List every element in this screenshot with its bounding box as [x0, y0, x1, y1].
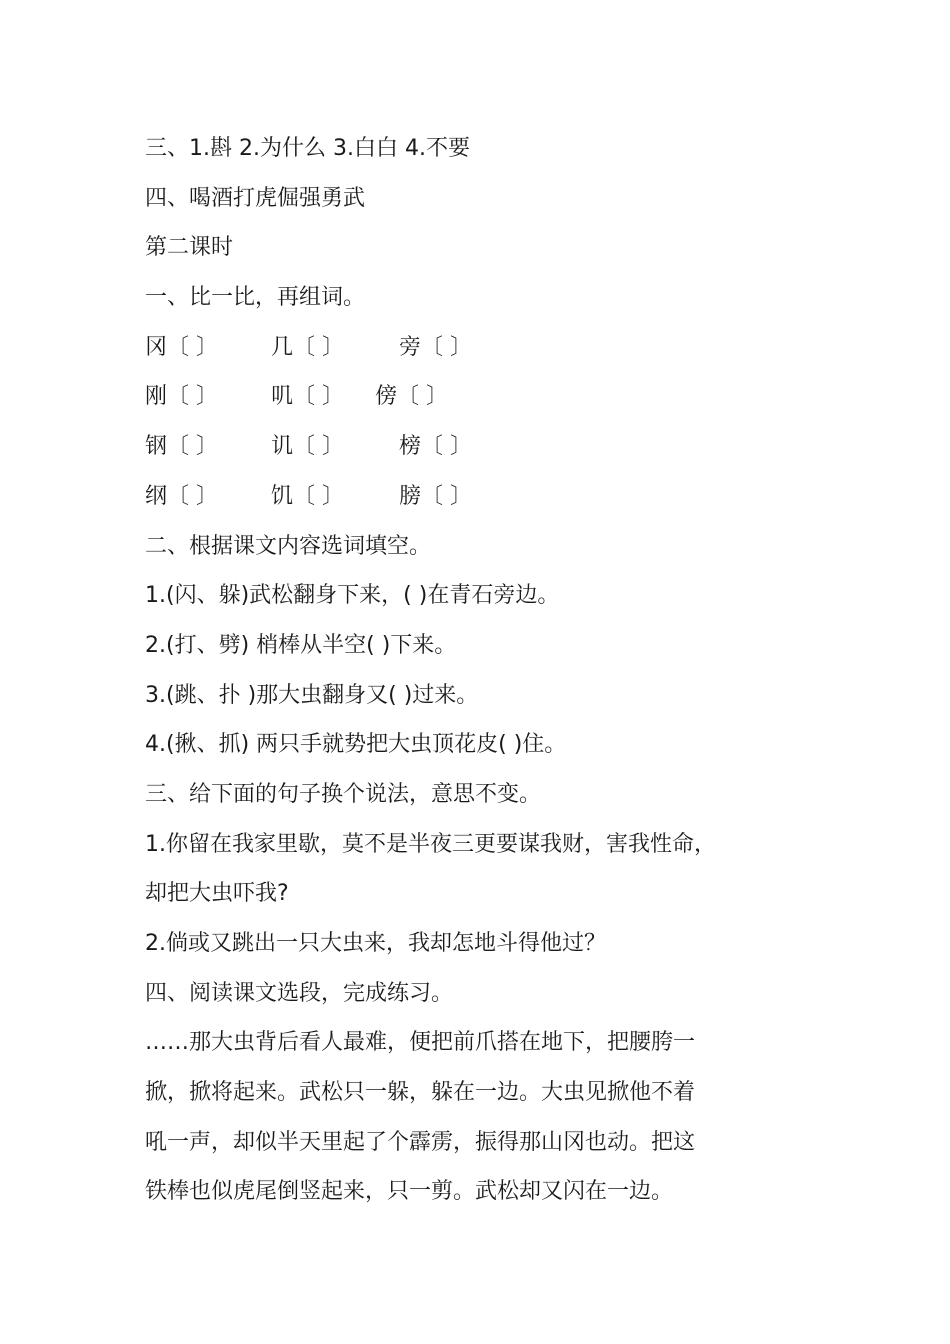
document-page [145, 124, 825, 1217]
fill-blank-item: 1.(闪、躲)武松翻身下来，( )在青石旁边。 [145, 583, 560, 609]
question-2-heading: 二、根据课文内容选词填空。 [145, 533, 432, 559]
word-cell: 榜〔 〕 [399, 434, 472, 460]
passage-line: ……那大虫背后看人最难，便把前爪搭在地下，把腰胯一 [145, 1030, 696, 1056]
word-cell: 几〔 〕 [271, 334, 344, 360]
passage-line: 掀，掀将起来。武松只一躲，躲在一边。大虫见掀他不着 [145, 1080, 696, 1106]
question-3-heading: 三、给下面的句子换个说法，意思不变。 [145, 781, 542, 807]
word-cell: 刚〔 〕 [145, 384, 218, 410]
answer-line-4: 四、喝酒打虎倔强勇武 [145, 185, 366, 211]
word-grid-row [145, 372, 825, 422]
rephrase-item: 2.倘或又跳出一只大虫来，我却怎地斗得他过？ [145, 931, 606, 956]
rephrase-item: 1.你留在我家里歇，莫不是半夜三更要谋我财，害我性命， [145, 831, 716, 857]
word-cell: 旁〔 〕 [399, 334, 472, 360]
answer-line-3: 三、1.斟 2.为什么 3.白白 4.不要 [145, 136, 470, 161]
question-1-heading: 一、比一比，再组词。 [145, 285, 366, 311]
word-cell: 钢〔 〕 [145, 434, 218, 460]
word-cell: 膀〔 〕 [399, 483, 472, 509]
passage-line: 吼一声，却似半天里起了个霹雳，振得那山冈也动。把这 [145, 1129, 696, 1155]
word-grid-row [145, 323, 825, 373]
fill-blank-item: 4.(揪、抓) 两只手就势把大虫顶花皮( )住。 [145, 732, 567, 758]
fill-blank-item: 2.(打、劈) 梢棒从半空( )下来。 [145, 632, 457, 658]
word-grid-row [145, 472, 825, 522]
rephrase-item-continued: 却把大虫吓我? [145, 881, 289, 907]
word-cell: 傍〔 〕 [375, 384, 448, 410]
question-4-heading: 四、阅读课文选段，完成练习。 [145, 980, 454, 1006]
passage-line: 铁棒也似虎尾倒竖起来，只一剪。武松却又闪在一边。 [145, 1179, 674, 1205]
word-grid-row [145, 422, 825, 472]
word-cell: 饥〔 〕 [271, 483, 344, 509]
lesson-heading: 第二课时 [145, 235, 234, 261]
fill-blank-item: 3.(跳、扑 )那大虫翻身又( )过来。 [145, 682, 479, 708]
word-cell: 纲〔 〕 [145, 483, 218, 509]
word-cell: 冈〔 〕 [145, 334, 218, 360]
word-cell: 讥〔 〕 [271, 434, 344, 460]
word-cell: 叽〔 〕 [271, 384, 344, 410]
